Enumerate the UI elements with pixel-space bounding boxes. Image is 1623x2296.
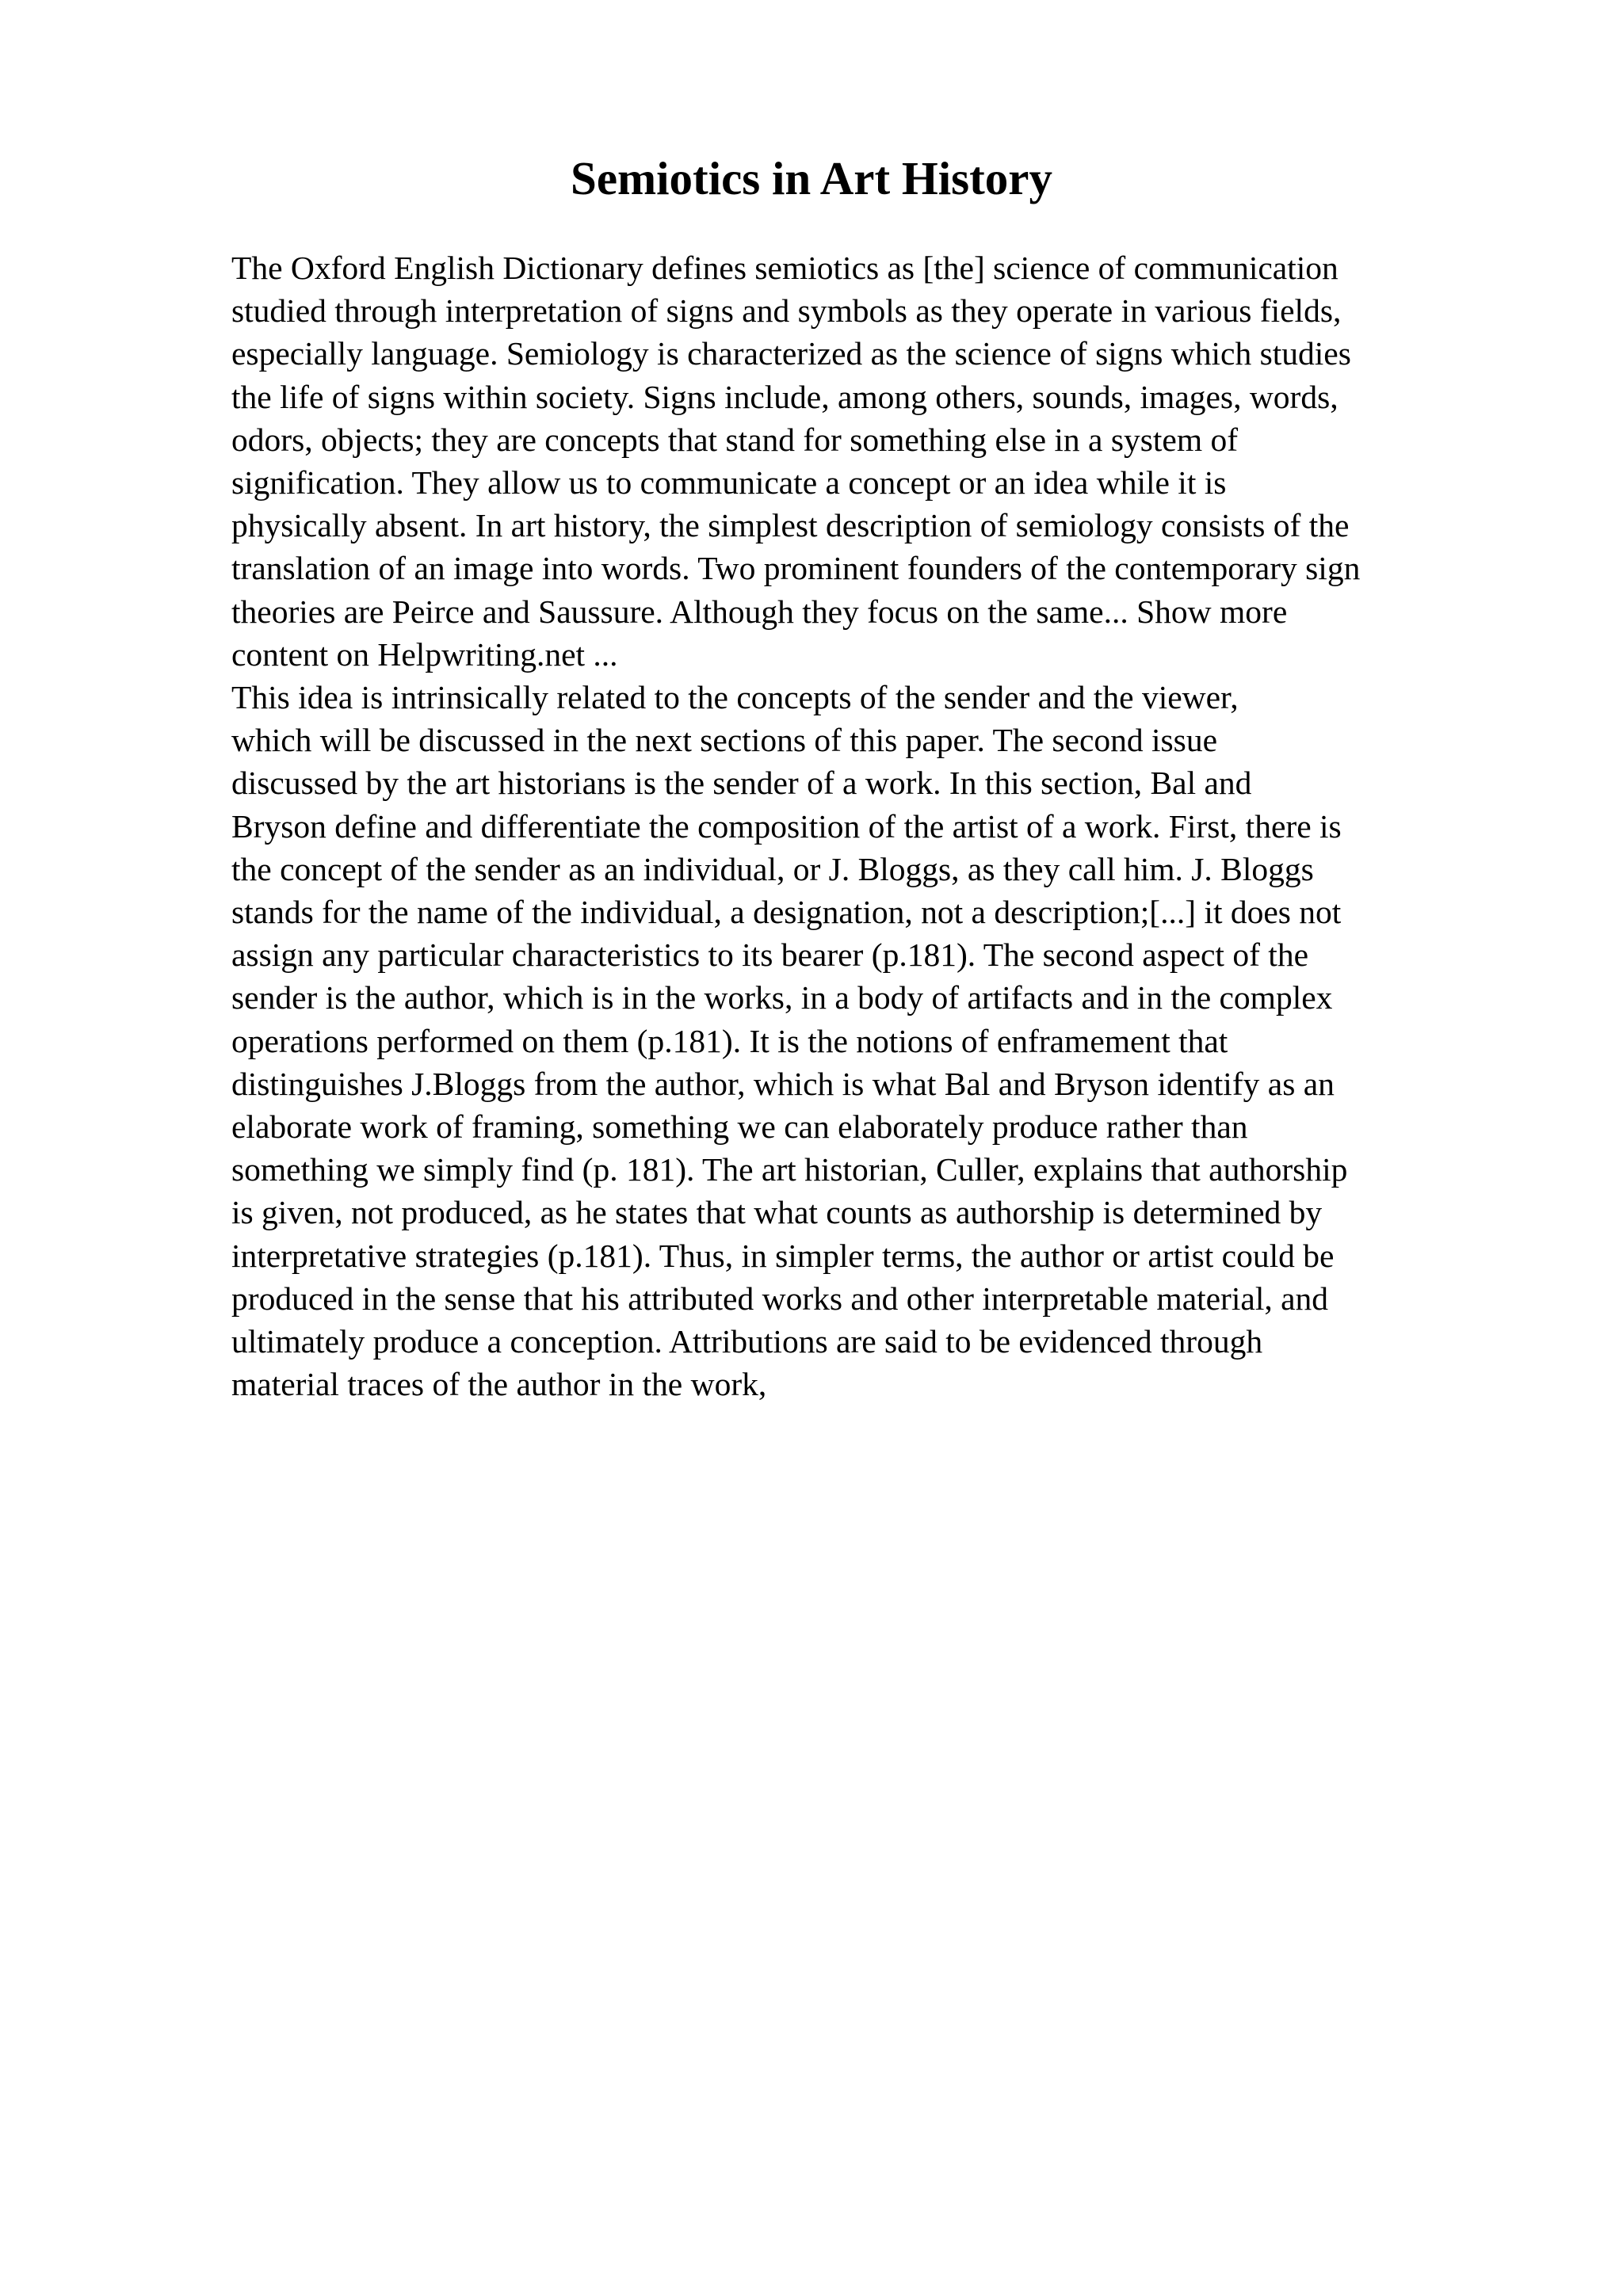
text-line: is given, not produced, as he states that what counts as authorship is determined by [231,1194,1323,1231]
text-line: assign any particular characteristics to its bearer (p.181). The second aspect of the [231,936,1308,974]
text-line: produced in the sense that his attributed works and other interpretable material, and [231,1280,1329,1317]
text-line: theories are Peirce and Saussure. Although they focus on the same... Show more [231,593,1288,630]
text-line: something we simply find (p. 181). The art historian, Culler, explains that authorship [231,1151,1348,1188]
text-line: physically absent. In art history, the simplest description of semiology consists of the [231,507,1350,544]
text-line: operations performed on them (p.181). It is the notions of enframement that [231,1022,1228,1059]
text-line: This idea is intrinsically related to the concepts of the sender and the viewer, [231,679,1239,716]
text-line: the life of signs within society. Signs include, among others, sounds, images, words, [231,378,1338,415]
text-line: discussed by the art historians is the sender of a work. In this section, Bal and [231,765,1252,802]
text-line: The Oxford English Dictionary defines semiotics as [the] science of communication [231,250,1338,286]
text-line: stands for the name of the individual, a designation, not a description;[...] it does not [231,894,1342,931]
page-title: Semiotics in Art History [571,152,1052,204]
text-line: elaborate work of framing, something we can elaborately produce rather than [231,1108,1248,1146]
text-line: material traces of the author in the work, [231,1366,767,1403]
text-line: interpretative strategies (p.181). Thus, in simpler terms, the author or artist could be [231,1237,1335,1274]
text-line: translation of an image into words. Two prominent founders of the contemporary sign [231,550,1361,587]
text-line: the concept of the sender as an individual, or J. Bloggs, as they call him. J. Bloggs [231,850,1314,887]
text-line: which will be discussed in the next sections of this paper. The second issue [231,722,1218,759]
body-text [231,246,1531,1405]
text-line: Bryson define and differentiate the composition of the artist of a work. First, there is [231,807,1342,845]
text-line: ultimately produce a conception. Attributions are said to be evidenced through [231,1323,1263,1360]
text-line: sender is the author, which is in the works, in a body of artifacts and in the complex [231,979,1333,1016]
text-line: content on Helpwriting.net ... [231,635,618,673]
text-line: especially language. Semiology is characterized as the science of signs which studies [231,335,1351,372]
text-line: signification. They allow us to communicate a concept or an idea while it is [231,464,1227,502]
text-line: studied through interpretation of signs and symbols as they operate in various fields, [231,292,1342,330]
text-line: odors, objects; they are concepts that stand for something else in a system of [231,421,1239,458]
text-line: distinguishes J.Bloggs from the author, which is what Bal and Bryson identify as an [231,1065,1335,1102]
